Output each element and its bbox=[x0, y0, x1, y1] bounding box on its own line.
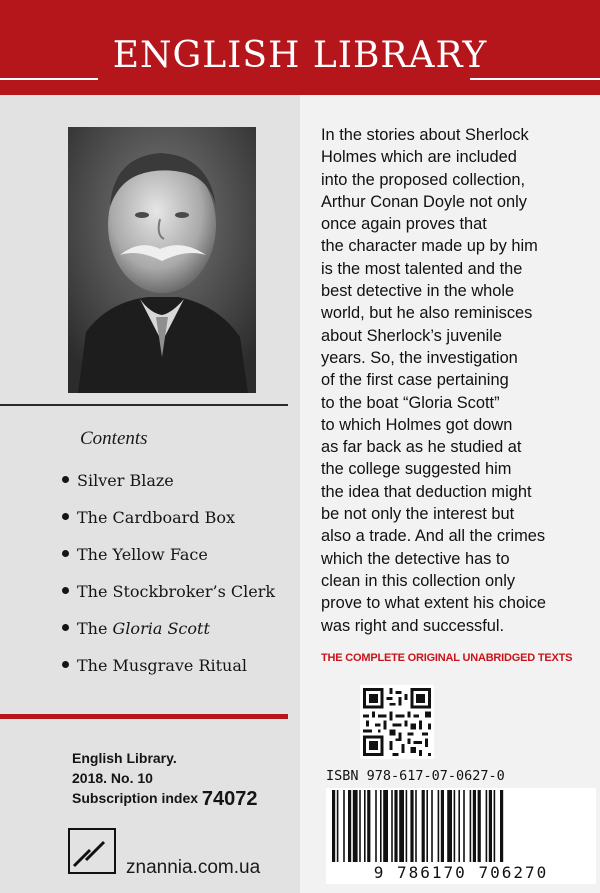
contents-item bbox=[62, 462, 302, 499]
description-line: Holmes which are included bbox=[321, 148, 517, 167]
barcode-bar bbox=[486, 790, 488, 862]
barcode-bar bbox=[447, 790, 452, 862]
description-line: world, but he also reminisces bbox=[321, 304, 533, 323]
contents-item-label: Silver Blaze bbox=[77, 471, 174, 490]
contents-item-label: The Yellow Face bbox=[77, 545, 208, 564]
isbn-label: ISBN 978-617-07-0627-0 bbox=[326, 768, 505, 784]
description-line: was right and successful. bbox=[321, 616, 505, 635]
description-line: the character made up by him bbox=[321, 237, 538, 256]
publisher-site: znannia.com.ua bbox=[126, 857, 261, 878]
contents-item-label-italic: Gloria Scott bbox=[112, 619, 210, 638]
contents-item bbox=[62, 610, 302, 647]
barcode-bar bbox=[454, 790, 456, 862]
barcode-bar bbox=[380, 790, 382, 862]
barcode-bar bbox=[473, 790, 476, 862]
barcode-bar bbox=[343, 790, 345, 862]
barcode-bar bbox=[375, 790, 377, 862]
barcode-bar bbox=[359, 790, 361, 862]
barcode-bar bbox=[494, 790, 496, 862]
barcode-digits: 9 786170 706270 bbox=[326, 862, 596, 884]
description-line: as far back as he studied at bbox=[321, 438, 522, 457]
description-line: the idea that deduction might bbox=[321, 482, 532, 501]
bullet-icon bbox=[62, 513, 69, 520]
publisher-logo-icon bbox=[68, 828, 116, 874]
description-line: of the first case pertaining bbox=[321, 371, 509, 390]
barcode-bar bbox=[394, 790, 397, 862]
divider-dark bbox=[0, 404, 288, 406]
barcode-bar bbox=[353, 790, 358, 862]
bullet-icon bbox=[62, 550, 69, 557]
description-line: clean in this collection only bbox=[321, 571, 516, 590]
barcode-bar bbox=[422, 790, 425, 862]
barcode-bar bbox=[441, 790, 444, 862]
barcode-bar bbox=[332, 790, 335, 862]
barcode-bar bbox=[364, 790, 366, 862]
bullet-icon bbox=[62, 661, 69, 668]
barcode-bar bbox=[348, 790, 351, 862]
divider-red bbox=[0, 714, 288, 719]
description-line: years. So, the investigation bbox=[321, 348, 518, 367]
description-line: is the most talented and the bbox=[321, 259, 523, 278]
bullet-icon bbox=[62, 624, 69, 631]
publication-line-1: English Library. bbox=[72, 750, 177, 766]
contents-item-label: The Cardboard Box bbox=[77, 508, 236, 527]
qr-code-graphic bbox=[360, 685, 434, 759]
barcode-bar bbox=[431, 790, 433, 862]
contents-item-label: The Musgrave Ritual bbox=[77, 656, 248, 675]
contents-item bbox=[62, 536, 302, 573]
barcode-bar bbox=[438, 790, 440, 862]
barcode-bar bbox=[391, 790, 393, 862]
description-line: which the detective has to bbox=[321, 549, 510, 568]
logo-mark bbox=[70, 830, 114, 872]
header-banner bbox=[0, 0, 600, 95]
contents-heading: Contents bbox=[80, 428, 148, 449]
barcode-bar bbox=[399, 790, 404, 862]
author-portrait bbox=[68, 127, 256, 393]
description-line: best detective in the whole bbox=[321, 282, 515, 301]
publication-line-2: 2018. No. 10 bbox=[72, 770, 153, 786]
barcode-bar bbox=[337, 790, 339, 862]
description-line: to which Holmes got down bbox=[321, 415, 513, 434]
contents-item bbox=[62, 499, 302, 536]
barcode-bar bbox=[489, 790, 492, 862]
contents-item-label: The bbox=[77, 619, 113, 638]
portrait-image bbox=[68, 127, 256, 393]
barcode-bar bbox=[367, 790, 370, 862]
barcode-bar bbox=[415, 790, 417, 862]
description-line: the college suggested him bbox=[321, 460, 512, 479]
unabridged-tagline: THE COMPLETE ORIGINAL UNABRIDGED TEXTS bbox=[321, 652, 573, 664]
barcode-bar bbox=[410, 790, 413, 862]
barcode-bar bbox=[426, 790, 428, 862]
contents-item-label: The Stockbroker’s Clerk bbox=[77, 582, 276, 601]
barcode-bar bbox=[383, 790, 388, 862]
description-line: Arthur Conan Doyle not only bbox=[321, 192, 527, 211]
subscription-index-label: Subscription index bbox=[72, 790, 202, 806]
subscription-index bbox=[72, 788, 258, 809]
barcode-bar bbox=[406, 790, 408, 862]
description-line: into the proposed collection, bbox=[321, 170, 526, 189]
contents-list bbox=[62, 462, 302, 684]
barcode-bar bbox=[478, 790, 481, 862]
barcode-bar bbox=[470, 790, 472, 862]
description-line: In the stories about Sherlock bbox=[321, 126, 529, 144]
bullet-icon bbox=[62, 476, 69, 483]
description-line: also a trade. And all the crimes bbox=[321, 527, 546, 546]
barcode-bar bbox=[463, 790, 465, 862]
description-line: about Sherlock’s juvenile bbox=[321, 326, 503, 345]
bullet-icon bbox=[62, 587, 69, 594]
barcode-bar bbox=[458, 790, 460, 862]
banner-rule-left bbox=[0, 78, 98, 80]
banner-rule-right bbox=[470, 78, 600, 80]
subscription-index-value: 74072 bbox=[201, 788, 258, 810]
publication-info bbox=[72, 748, 258, 809]
contents-item bbox=[62, 647, 302, 684]
book-description bbox=[321, 124, 596, 637]
series-title: ENGLISH LIBRARY bbox=[112, 35, 488, 76]
description-line: be not only the interest but bbox=[321, 505, 515, 524]
qr-code-icon bbox=[360, 685, 434, 759]
barcode-graphic bbox=[326, 788, 596, 862]
description-line: to the boat “Gloria Scott” bbox=[321, 393, 500, 412]
contents-item bbox=[62, 573, 302, 610]
description-line: once again proves that bbox=[321, 215, 487, 234]
barcode-bar bbox=[500, 790, 503, 862]
description-line: prove to what extent his choice bbox=[321, 594, 547, 613]
